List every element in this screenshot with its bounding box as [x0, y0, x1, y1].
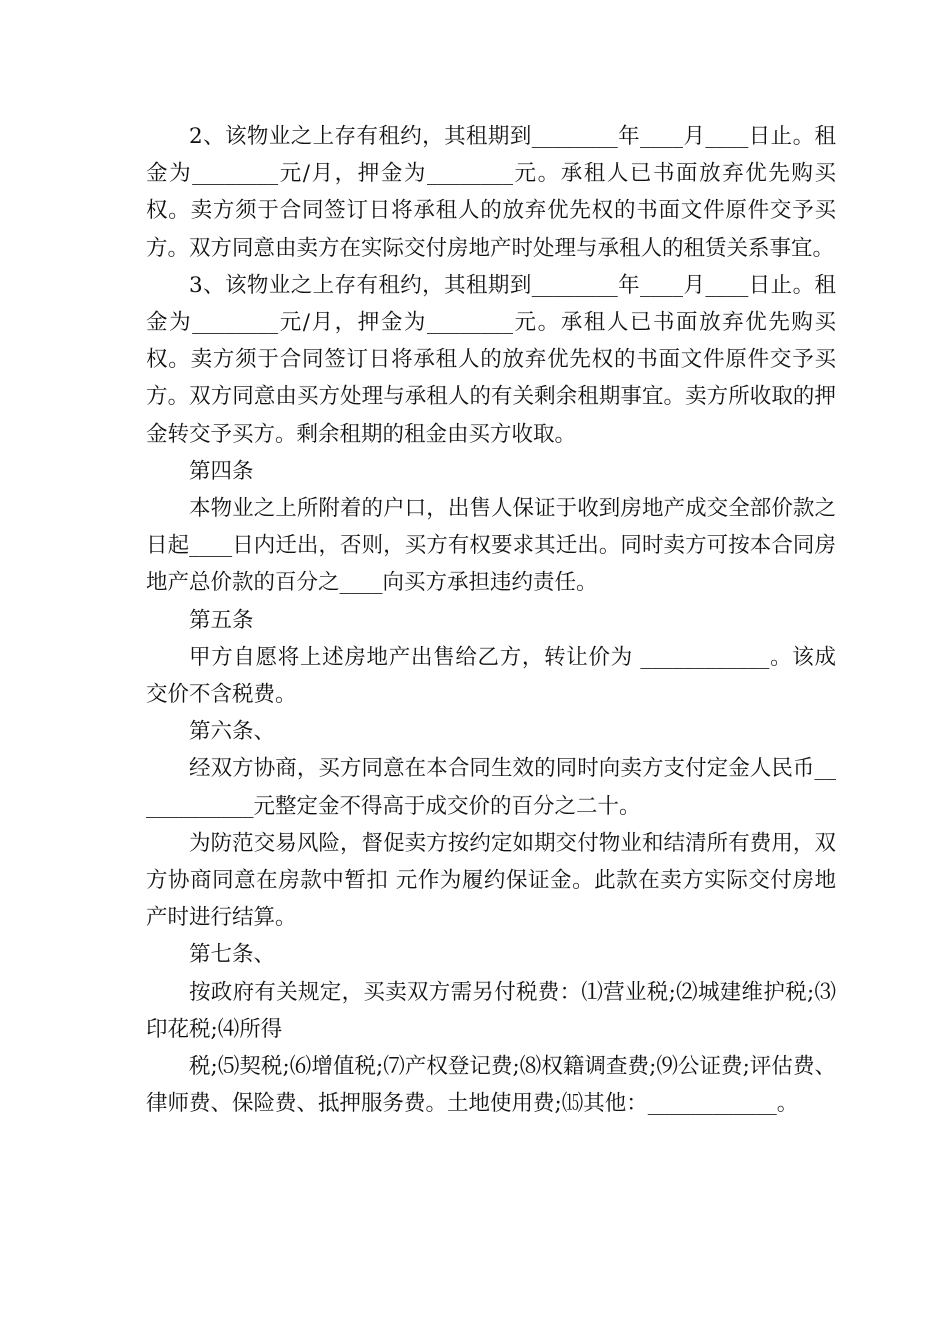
document-page [146, 118, 836, 1122]
article-4-heading: 第四条 [189, 458, 254, 484]
article-6-heading: 第六条、 [189, 719, 276, 745]
article-5-heading: 第五条 [189, 607, 254, 633]
article-7-taxes-paragraph-1: 按政府有关规定，买卖双方需另付税费：⑴营业税;⑵城建维护税;⑶印花税;⑷所得 [146, 979, 836, 1042]
article-7-heading: 第七条、 [189, 942, 276, 968]
article-6-guarantee-paragraph: 为防范交易风险，督促卖方按约定如期交付物业和结清所有费用，双方协商同意在房款中暂扣 元作为履约保证金。此款在卖方实际交付房地产时进行结算。 [146, 830, 836, 931]
clause-2-lease-paragraph: 2、该物业之上存有租约，其租期到________年____月____日止。租金为________元/月，押金为________元。承租人已书面放弃优先购买权。卖方须于合同签订日将承租人的放弃优先权的书面文件原件交予买方。双方同意由卖方在实际交付房地产时处理与承租人的租赁关系事宜。 [146, 124, 836, 261]
article-5-paragraph: 甲方自愿将上述房地产出售给乙方，转让价为 ____________。该成交价不含税费。 [146, 644, 836, 708]
article-7-taxes-paragraph-2: 税;⑸契税;⑹增值税;⑺产权登记费;⑻权籍调查费;⑼公证费;评估费、律师费、保险费、抵押服务费。土地使用费;⒂其他：____________。 [146, 1054, 836, 1117]
article-4-paragraph: 本物业之上所附着的户口，出售人保证于收到房地产成交全部价款之日起____日内迁出，否则，买方有权要求其迁出。同时卖方可按本合同房地产总价款的百分之____向买方承担违约责任。 [146, 496, 836, 596]
clause-3-lease-paragraph: 3、该物业之上存有租约，其租期到________年____月____日止。租金为________元/月，押金为________元。承租人已书面放弃优先购买权。卖方须于合同签订日将承租人的放弃优先权的书面文件原件交予买方。双方同意由买方处理与承租人的有关剩余租期事宜。卖方所收取的押金转交予买方。剩余租期的租金由买方收取。 [146, 272, 836, 447]
article-6-deposit-paragraph: 经双方协商，买方同意在本合同生效的同时向卖方支付定金人民币____________元整定金不得高于成交价的百分之二十。 [146, 756, 836, 819]
